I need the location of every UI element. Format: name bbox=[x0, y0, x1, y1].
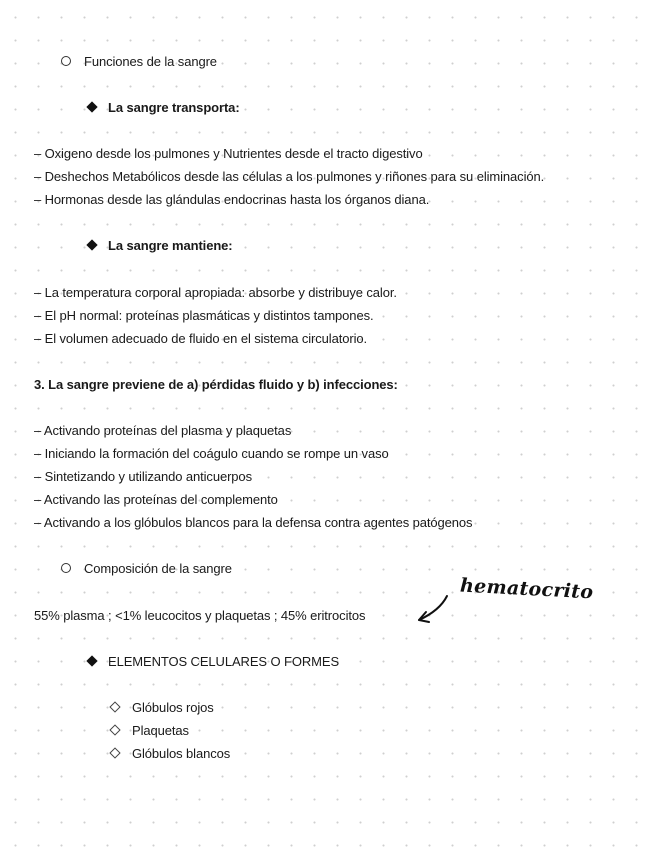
prevent-item: – Activando proteínas del plasma y plaquetas bbox=[34, 423, 292, 438]
bullet-circle-icon bbox=[61, 563, 71, 573]
functions-heading: Funciones de la sangre bbox=[84, 54, 217, 69]
transport-item: – Deshechos Metabólicos desde las células a los pulmones y riñones para su eliminación. bbox=[34, 169, 545, 184]
bullet-open-diamond-icon bbox=[109, 701, 120, 712]
handwritten-annotation: hematocrito bbox=[459, 574, 594, 604]
elements-item: Glóbulos rojos bbox=[132, 700, 214, 715]
maintain-item: – El pH normal: proteínas plasmáticas y distintos tampones. bbox=[34, 308, 374, 323]
maintain-heading: La sangre mantiene: bbox=[108, 238, 233, 253]
composition-heading: Composición de la sangre bbox=[84, 561, 232, 576]
bullet-circle-icon bbox=[61, 56, 71, 66]
transport-item: – Hormonas desde las glándulas endocrinas hasta los órganos diana. bbox=[34, 192, 430, 207]
prevent-item: – Activando a los glóbulos blancos para la defensa contra agentes patógenos bbox=[34, 515, 473, 530]
transport-item: – Oxigeno desde los pulmones y Nutrientes desde el tracto digestivo bbox=[34, 146, 423, 161]
bullet-diamond-icon bbox=[86, 101, 97, 112]
prevent-heading: 3. La sangre previene de a) pérdidas fluido y b) infecciones: bbox=[34, 377, 398, 392]
prevent-item: – Sintetizando y utilizando anticuerpos bbox=[34, 469, 252, 484]
bullet-open-diamond-icon bbox=[109, 724, 120, 735]
bullet-diamond-icon bbox=[86, 239, 97, 250]
elements-item: Plaquetas bbox=[132, 723, 189, 738]
maintain-item: – El volumen adecuado de fluido en el sistema circulatorio. bbox=[34, 331, 368, 346]
elements-heading: ELEMENTOS CELULARES O FORMES bbox=[108, 654, 340, 669]
elements-item: Glóbulos blancos bbox=[132, 746, 231, 761]
composition-line: 55% plasma ; <1% leucocitos y plaquetas ; 45% eritrocitos bbox=[34, 608, 366, 623]
bullet-open-diamond-icon bbox=[109, 747, 120, 758]
handwritten-arrow-icon bbox=[412, 592, 452, 628]
prevent-item: – Iniciando la formación del coágulo cuando se rompe un vaso bbox=[34, 446, 389, 461]
prevent-item: – Activando las proteínas del complemento bbox=[34, 492, 278, 507]
transport-heading: La sangre transporta: bbox=[108, 100, 240, 115]
bullet-diamond-icon bbox=[86, 655, 97, 666]
maintain-item: – La temperatura corporal apropiada: absorbe y distribuye calor. bbox=[34, 285, 397, 300]
